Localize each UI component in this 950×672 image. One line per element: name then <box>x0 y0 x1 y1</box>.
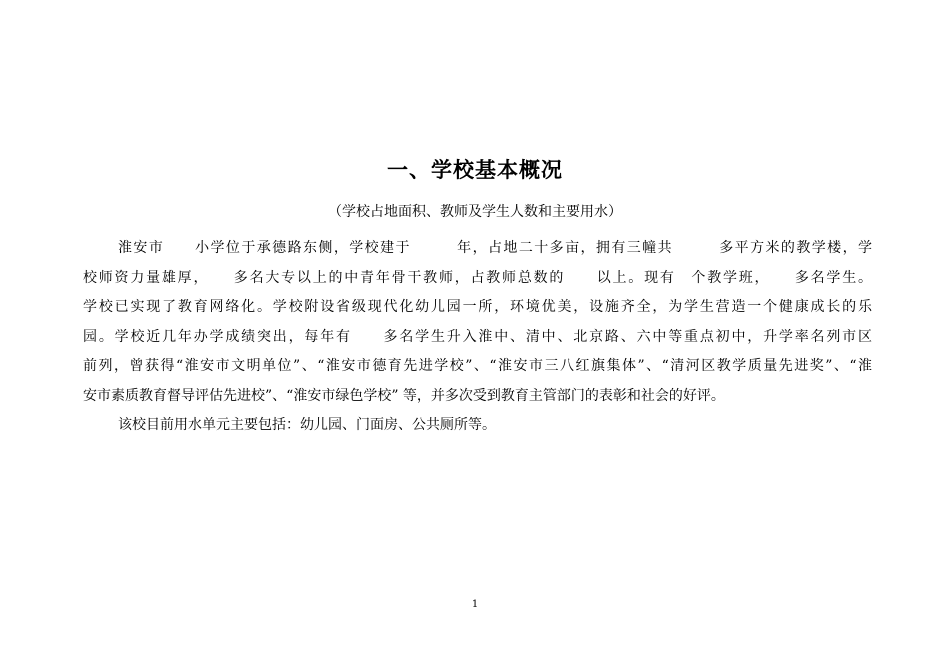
paragraph-line: 安市素质教育督导评估先进校”、“淮安市绿色学校” 等，并多次受到教育主管部门的表彰和社会的好评。 <box>83 387 725 404</box>
paragraph-line: 淮安市 小学位于承德路东侧，学校建于 年，占地二十多亩，拥有三幢共 多平方米的教学楼，学 <box>118 240 872 256</box>
page-subtitle: （学校占地面积、教师及学生人数和主要用水） <box>328 204 622 220</box>
page-number: 1 <box>471 599 479 610</box>
paragraph-line: 校师资力量雄厚， 多名大专以上的中青年骨干教师，占教师总数的 以上。现有 个教学班， 多名学生。 <box>83 269 872 286</box>
document-body <box>83 234 872 441</box>
paragraph-water-units: 该校目前用水单元主要包括：幼儿园、门面房、公共厕所等。 <box>118 417 496 433</box>
page-title: 一、学校基本概况 <box>387 158 563 182</box>
paragraph-line: 前列，曾获得“淮安市文明单位”、“淮安市德育先进学校”、“淮安市三八红旗集体”、“清河区教学质量先进奖”、“淮 <box>83 358 872 374</box>
paragraph-line: 学校已实现了教育网络化。学校附设省级现代化幼儿园一所，环境优美，设施齐全，为学生营造一个健康成长的乐 <box>83 299 872 315</box>
paragraph-line: 园。学校近几年办学成绩突出，每年有 多名学生升入淮中、清中、北京路、六中等重点初中，升学率名列市区 <box>83 328 872 345</box>
